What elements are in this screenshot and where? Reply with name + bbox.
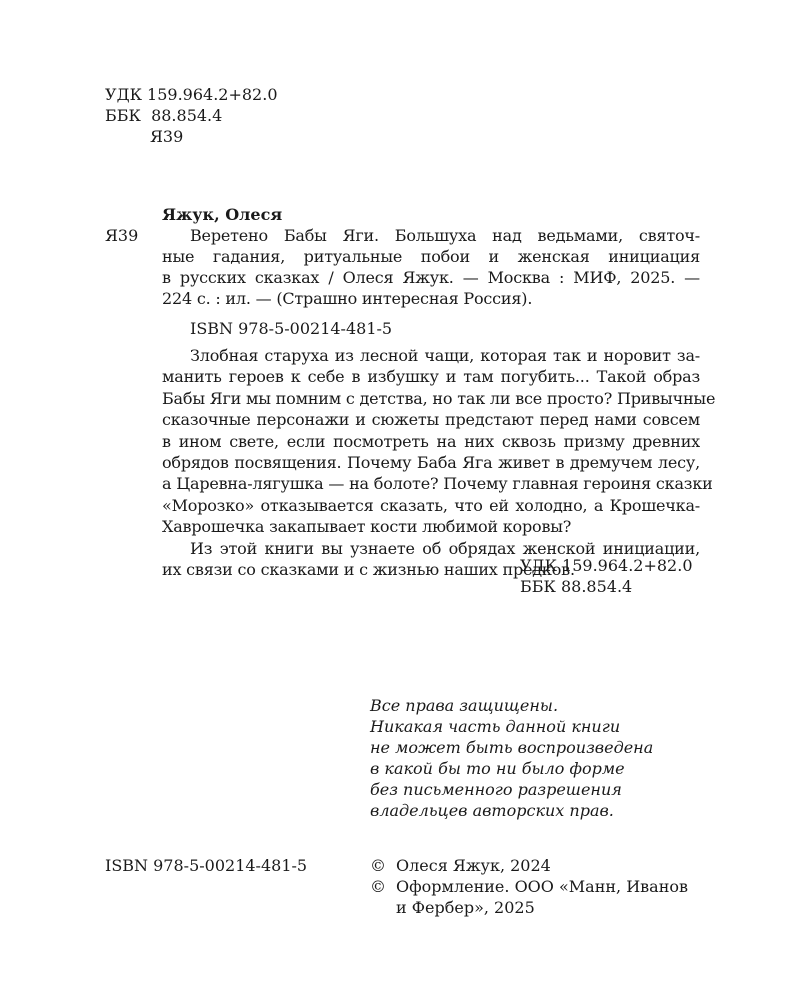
rights-line: в какой бы то ни было форме [370,759,625,778]
bibliography-line: 224 с. : ил. — (Страшно интересная Россия). [162,289,533,308]
rights-line: Все права защищены. [370,696,559,715]
catalog-isbn: ISBN 978-5-00214-481-5 [190,319,393,338]
copyright-line [370,897,688,918]
header-udk: УДК 159.964.2+82.0 [105,85,278,104]
copyright-line [370,855,688,876]
header-codes [105,84,278,147]
copyright-design: Оформление. ООО «Манн, Иванов [396,877,689,896]
annotation-line: сказочные персонажи и сюжеты предстают перед нами совсем [162,410,700,430]
annotation-line: Из этой книги вы узнаете об обрядах женской инициации, [190,538,700,558]
copyright-author: Олеся Яжук, 2024 [396,856,551,875]
bibliography-line: в русских сказках / Олеся Яжук. — Москва : МИФ, 2025. — [162,268,700,287]
bibliography-line: ные гадания, ритуальные побои и женская инициация [162,247,700,266]
copyright-line [370,876,688,897]
rights-line: Никакая часть данной книги [370,717,621,736]
catalog-bbk: ББК 88.854.4 [520,577,633,596]
catalog-udk: УДК 159.964.2+82.0 [520,556,693,575]
catalog-codes [520,555,693,597]
header-author-mark: Я39 [150,127,184,146]
annotation-line: обрядов посвящения. Почему Баба Яга живет в дремучем лесу, [162,453,700,473]
annotation-line: Хаврошечка закапывает кости любимой коровы? [162,517,572,537]
copyright-icon: © [370,856,386,875]
footer-isbn: ISBN 978-5-00214-481-5 [105,856,308,875]
annotation-line: манить героев к себе в избушку и там погубить... Такой образ [162,367,700,387]
annotation [162,345,716,580]
copyright-design-cont: и Фербер», 2025 [396,898,535,917]
copyright-icon: © [370,877,386,896]
bibliography-line: Веретено Бабы Яги. Большуха над ведьмами, святоч- [190,226,700,245]
annotation-line: «Морозко» отказывается сказать, что ей холодно, а Крошечка- [162,495,700,515]
catalog-author: Яжук, Олеся [162,205,283,224]
header-bbk: ББК 88.854.4 [105,106,223,125]
annotation-line: их связи со сказками и с жизнью наших предков. [162,560,575,580]
rights-line: без письменного разрешения [370,780,622,799]
annotation-line: Злобная старуха из лесной чащи, которая так и норовит за- [190,346,700,365]
annotation-line: а Царевна-лягушка — на болоте? Почему главная героиня сказки [162,474,713,494]
rights-line: владельцев авторских прав. [370,801,614,820]
copyright-block [370,855,688,918]
bibliographic-description [162,225,700,309]
catalog-side-mark: Я39 [105,226,139,245]
annotation-line: Бабы Яги мы помним с детства, но так ли все просто? Привычные [162,388,716,408]
annotation-line: в ином свете, если посмотреть на них сквозь призму древних [162,431,700,451]
rights-notice [370,695,653,821]
rights-line: не может быть воспроизведена [370,738,654,757]
